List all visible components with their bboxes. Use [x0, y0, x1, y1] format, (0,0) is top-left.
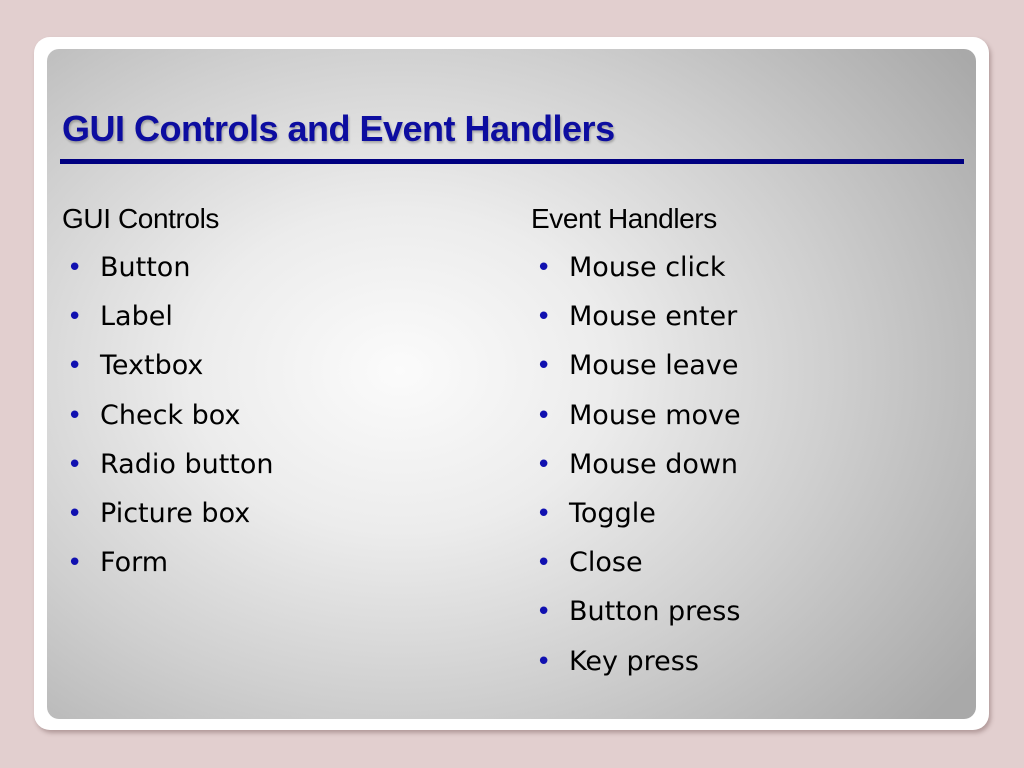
- bullet-icon: •: [536, 548, 552, 579]
- bullet-icon: •: [536, 253, 552, 283]
- list-item-text: Textbox: [100, 350, 204, 382]
- list-item: [62, 399, 502, 448]
- list-item-text: Toggle: [569, 497, 656, 529]
- list-item: [531, 645, 961, 694]
- slide: [47, 49, 976, 719]
- list-item: [62, 349, 502, 398]
- bullet-icon: •: [67, 253, 83, 283]
- bullet-icon: •: [536, 351, 552, 382]
- title-underline: [60, 159, 964, 164]
- bullet-icon: •: [67, 548, 83, 579]
- list-item-text: Mouse leave: [569, 350, 739, 382]
- event-handlers-column: [531, 203, 961, 694]
- slide-frame: [34, 37, 989, 730]
- bullet-icon: •: [67, 351, 83, 382]
- list-item-text: Key press: [569, 645, 699, 677]
- list-item-text: Button press: [569, 596, 741, 628]
- list-item: [62, 251, 502, 300]
- bullet-icon: •: [536, 400, 552, 431]
- list-item-text: Check box: [100, 399, 241, 431]
- gui-controls-list: [62, 251, 502, 595]
- list-item: [531, 546, 961, 595]
- list-item: [531, 448, 961, 497]
- event-handlers-list: [531, 251, 961, 694]
- bullet-icon: •: [67, 400, 83, 431]
- bullet-icon: •: [536, 597, 552, 628]
- bullet-icon: •: [536, 646, 552, 677]
- slide-title: GUI Controls and Event Handlers: [62, 108, 615, 149]
- gui-controls-column: [62, 203, 502, 595]
- list-item-text: Mouse down: [569, 448, 739, 480]
- bullet-icon: •: [536, 449, 552, 480]
- list-item: [531, 300, 961, 349]
- list-item: [531, 497, 961, 546]
- list-item: [531, 595, 961, 644]
- gui-controls-heading: GUI Controls: [62, 203, 220, 234]
- list-item: [62, 497, 502, 546]
- bullet-icon: •: [67, 498, 83, 529]
- list-item: [62, 546, 502, 595]
- list-item-text: Button: [100, 252, 191, 283]
- event-handlers-heading: Event Handlers: [531, 203, 717, 234]
- list-item-text: Picture box: [100, 497, 251, 529]
- list-item-text: Close: [569, 547, 643, 579]
- list-item: [62, 448, 502, 497]
- list-item-text: Label: [100, 301, 173, 333]
- list-item: [531, 399, 961, 448]
- list-item-text: Mouse move: [569, 399, 741, 431]
- list-item: [62, 300, 502, 349]
- bullet-icon: •: [67, 302, 83, 333]
- list-item: [531, 251, 961, 300]
- list-item-text: Mouse enter: [569, 301, 738, 333]
- bullet-icon: •: [536, 498, 552, 529]
- list-item-text: Form: [100, 547, 169, 579]
- list-item: [531, 349, 961, 398]
- list-item-text: Radio button: [100, 448, 274, 480]
- bullet-icon: •: [536, 302, 552, 333]
- list-item-text: Mouse click: [569, 252, 726, 283]
- bullet-icon: •: [67, 449, 83, 480]
